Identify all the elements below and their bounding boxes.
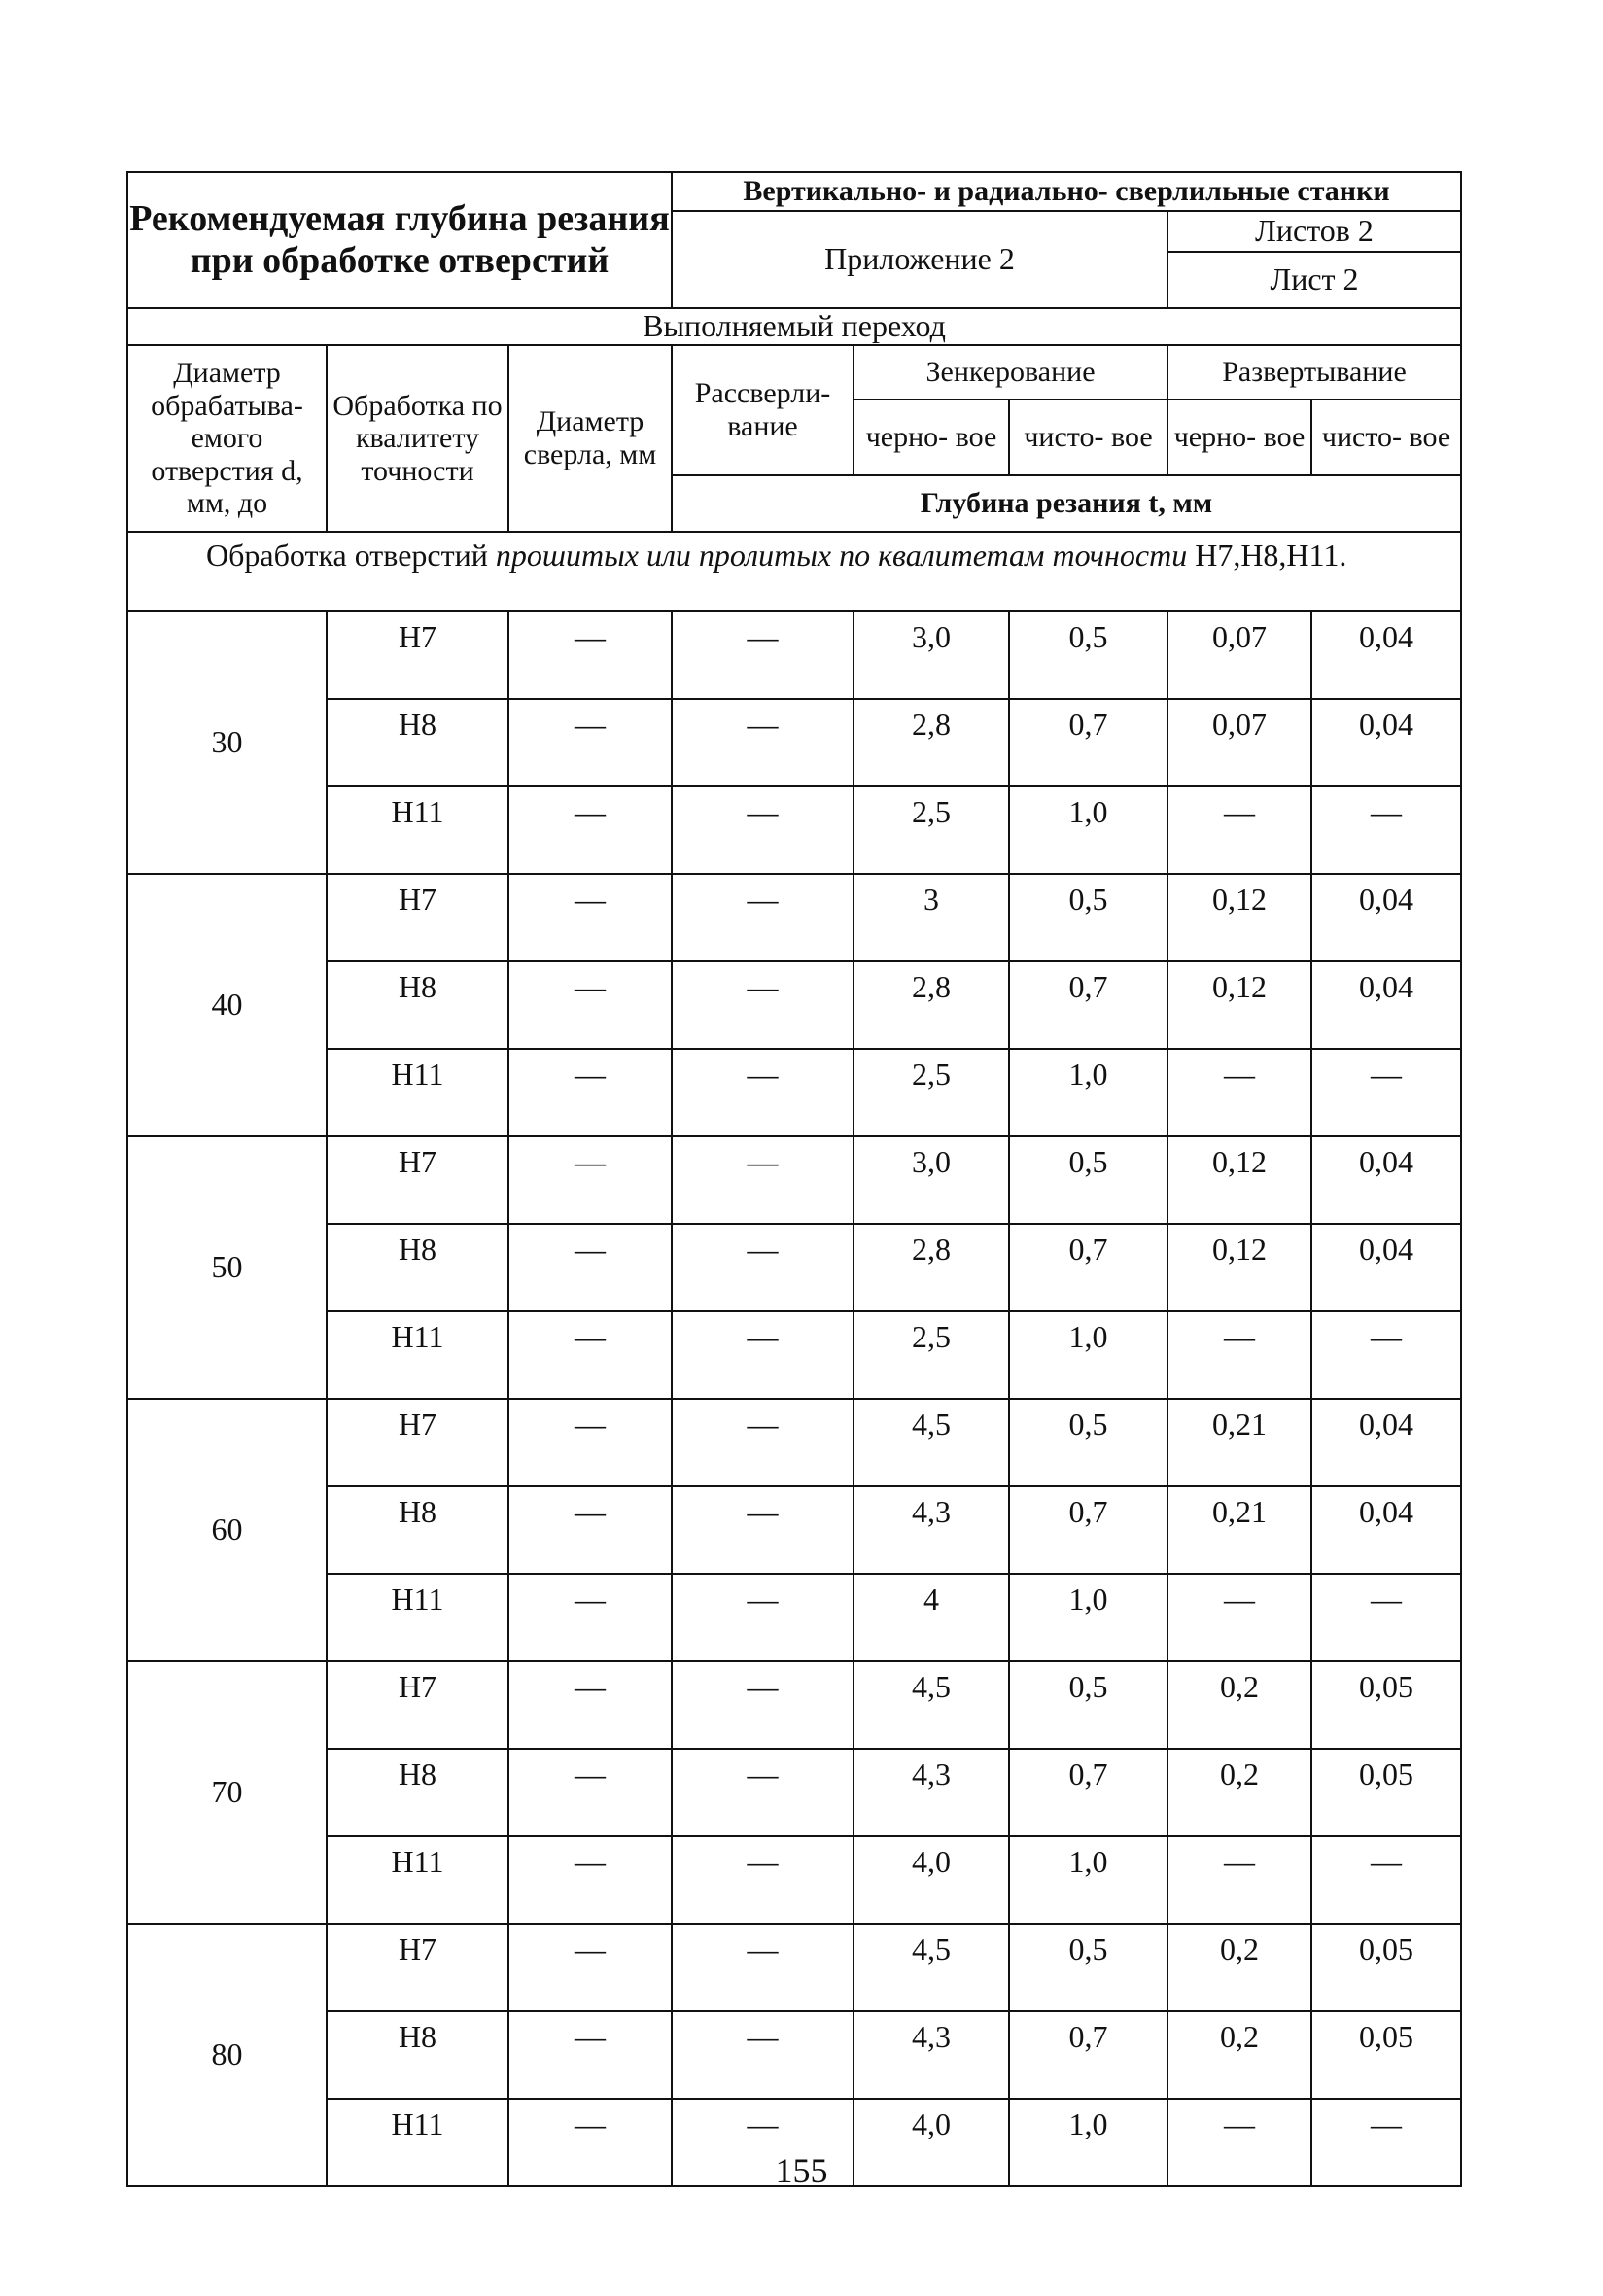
page-number: 155 xyxy=(775,2151,828,2190)
performed-transition-header: Выполняемый переход xyxy=(127,308,1461,345)
reaming-finish-header: чисто- вое xyxy=(1311,400,1461,475)
countersinking-finish-cell: 0,7 xyxy=(1009,699,1167,786)
table-row xyxy=(127,874,1461,961)
machine-type: Вертикально- и радиально- сверлильные станки xyxy=(672,172,1461,211)
accuracy-grade-cell: H7 xyxy=(327,611,508,699)
sheets-total: Листов 2 xyxy=(1167,211,1461,252)
reaming-finish-cell: 0,04 xyxy=(1311,874,1461,961)
reaming-rough-cell: 0,12 xyxy=(1167,1136,1311,1224)
table-row xyxy=(127,1836,1461,1924)
reaming-rough-cell: 0,07 xyxy=(1167,699,1311,786)
countersinking-rough-cell: 4,0 xyxy=(854,2099,1009,2186)
section-note-italic: прошитых или пролитых по квалитетам точности xyxy=(495,538,1188,573)
reaming-finish-cell: — xyxy=(1311,1836,1461,1924)
accuracy-grade-cell: H11 xyxy=(327,1049,508,1136)
drill-diameter-cell: — xyxy=(508,961,672,1049)
reaming-finish-cell: — xyxy=(1311,1574,1461,1661)
countersinking-finish-cell: 1,0 xyxy=(1009,1311,1167,1399)
reaming-rough-cell: 0,12 xyxy=(1167,1224,1311,1311)
cutting-depth-header: Глубина резания t, мм xyxy=(672,475,1461,532)
drill-diameter-cell: — xyxy=(508,1311,672,1399)
section-note-suffix: H7,H8,H11. xyxy=(1187,538,1347,573)
redrill-cell: — xyxy=(672,611,854,699)
reaming-rough-cell: 0,2 xyxy=(1167,1661,1311,1749)
drill-diameter-cell: — xyxy=(508,699,672,786)
redrill-cell: — xyxy=(672,2011,854,2099)
countersinking-rough-cell: 4,5 xyxy=(854,1399,1009,1486)
accuracy-grade-cell: H11 xyxy=(327,1836,508,1924)
reaming-rough-cell: — xyxy=(1167,1311,1311,1399)
countersinking-finish-cell: 0,5 xyxy=(1009,1136,1167,1224)
reaming-rough-cell: — xyxy=(1167,786,1311,874)
cutting-depth-table xyxy=(126,171,1462,2187)
countersinking-rough-cell: 4,3 xyxy=(854,2011,1009,2099)
reaming-header: Развертывание xyxy=(1167,345,1461,400)
table-row xyxy=(127,2011,1461,2099)
redrill-cell: — xyxy=(672,1836,854,1924)
hole-diameter-cell: 80 xyxy=(127,1924,327,2186)
accuracy-grade-header: Обработка по квалитету точности xyxy=(327,345,508,532)
redrill-cell: — xyxy=(672,874,854,961)
accuracy-grade-cell: H7 xyxy=(327,1924,508,2011)
countersinking-rough-cell: 3,0 xyxy=(854,611,1009,699)
countersinking-finish-header: чисто- вое xyxy=(1009,400,1167,475)
accuracy-grade-cell: H7 xyxy=(327,1661,508,1749)
reaming-rough-cell: — xyxy=(1167,1574,1311,1661)
countersinking-rough-cell: 3,0 xyxy=(854,1136,1009,1224)
reaming-rough-cell: — xyxy=(1167,1049,1311,1136)
accuracy-grade-cell: H8 xyxy=(327,699,508,786)
countersinking-finish-cell: 1,0 xyxy=(1009,2099,1167,2186)
countersinking-finish-cell: 1,0 xyxy=(1009,1049,1167,1136)
drill-diameter-cell: — xyxy=(508,1574,672,1661)
countersinking-finish-cell: 0,5 xyxy=(1009,1661,1167,1749)
countersinking-finish-cell: 0,7 xyxy=(1009,1224,1167,1311)
hole-diameter-cell: 30 xyxy=(127,611,327,874)
reaming-finish-cell: 0,04 xyxy=(1311,961,1461,1049)
table-row xyxy=(127,1661,1461,1749)
redrill-cell: — xyxy=(672,2099,854,2186)
countersinking-rough-cell: 2,8 xyxy=(854,961,1009,1049)
hole-diameter-cell: 70 xyxy=(127,1661,327,1924)
accuracy-grade-cell: H7 xyxy=(327,874,508,961)
accuracy-grade-cell: H8 xyxy=(327,1749,508,1836)
table-row xyxy=(127,699,1461,786)
countersinking-rough-cell: 2,5 xyxy=(854,1049,1009,1136)
accuracy-grade-cell: H7 xyxy=(327,1399,508,1486)
redrill-cell: — xyxy=(672,1749,854,1836)
redrill-cell: — xyxy=(672,1574,854,1661)
countersinking-rough-cell: 4,5 xyxy=(854,1924,1009,2011)
accuracy-grade-cell: H8 xyxy=(327,1486,508,1574)
reaming-finish-cell: 0,05 xyxy=(1311,1924,1461,2011)
countersinking-rough-cell: 2,5 xyxy=(854,786,1009,874)
section-note-prefix: Обработка отверстий xyxy=(206,538,496,573)
reaming-rough-cell: 0,2 xyxy=(1167,1924,1311,2011)
table-row xyxy=(127,1924,1461,2011)
reaming-finish-cell: 0,04 xyxy=(1311,699,1461,786)
reaming-rough-cell: — xyxy=(1167,2099,1311,2186)
accuracy-grade-cell: H7 xyxy=(327,1136,508,1224)
table-row xyxy=(127,611,1461,699)
countersinking-rough-cell: 4,5 xyxy=(854,1661,1009,1749)
reaming-finish-cell: 0,04 xyxy=(1311,1486,1461,1574)
drill-diameter-cell: — xyxy=(508,1486,672,1574)
drill-diameter-header: Диаметр сверла, мм xyxy=(508,345,672,532)
table-title: Рекомендуемая глубина резания при обработке отверстий xyxy=(127,172,672,308)
section-note xyxy=(127,532,1461,611)
table-row xyxy=(127,1224,1461,1311)
countersinking-rough-cell: 2,8 xyxy=(854,1224,1009,1311)
redrill-cell: — xyxy=(672,1136,854,1224)
table-row xyxy=(127,1399,1461,1486)
countersinking-rough-cell: 4 xyxy=(854,1574,1009,1661)
redrill-cell: — xyxy=(672,961,854,1049)
countersinking-finish-cell: 0,5 xyxy=(1009,611,1167,699)
drill-diameter-cell: — xyxy=(508,1836,672,1924)
drill-diameter-cell: — xyxy=(508,1749,672,1836)
countersinking-rough-cell: 2,8 xyxy=(854,699,1009,786)
countersinking-finish-cell: 0,7 xyxy=(1009,1749,1167,1836)
drill-diameter-cell: — xyxy=(508,2099,672,2186)
countersinking-rough-cell: 2,5 xyxy=(854,1311,1009,1399)
redrill-cell: — xyxy=(672,1399,854,1486)
hole-diameter-cell: 60 xyxy=(127,1399,327,1661)
table-row xyxy=(127,961,1461,1049)
reaming-rough-cell: 0,2 xyxy=(1167,1749,1311,1836)
countersinking-finish-cell: 1,0 xyxy=(1009,786,1167,874)
countersinking-finish-cell: 0,5 xyxy=(1009,1924,1167,2011)
reaming-rough-cell: 0,07 xyxy=(1167,611,1311,699)
drill-diameter-cell: — xyxy=(508,1136,672,1224)
reaming-finish-cell: 0,04 xyxy=(1311,611,1461,699)
reaming-rough-cell: — xyxy=(1167,1836,1311,1924)
redrill-cell: — xyxy=(672,786,854,874)
reaming-finish-cell: 0,04 xyxy=(1311,1399,1461,1486)
sheet-number: Лист 2 xyxy=(1167,252,1461,308)
reaming-finish-cell: 0,05 xyxy=(1311,2011,1461,2099)
countersinking-rough-header: черно- вое xyxy=(854,400,1009,475)
reaming-finish-cell: 0,05 xyxy=(1311,1749,1461,1836)
reaming-rough-cell: 0,2 xyxy=(1167,2011,1311,2099)
drill-diameter-cell: — xyxy=(508,1661,672,1749)
countersinking-finish-cell: 0,7 xyxy=(1009,1486,1167,1574)
reaming-finish-cell: — xyxy=(1311,2099,1461,2186)
reaming-rough-cell: 0,12 xyxy=(1167,961,1311,1049)
accuracy-grade-cell: H8 xyxy=(327,961,508,1049)
reaming-finish-cell: — xyxy=(1311,786,1461,874)
drill-diameter-cell: — xyxy=(508,2011,672,2099)
table-row xyxy=(127,1049,1461,1136)
table-body xyxy=(127,611,1461,2186)
table-row xyxy=(127,1311,1461,1399)
countersinking-finish-cell: 0,5 xyxy=(1009,874,1167,961)
countersinking-rough-cell: 4,3 xyxy=(854,1749,1009,1836)
redrill-cell: — xyxy=(672,1311,854,1399)
accuracy-grade-cell: H11 xyxy=(327,1574,508,1661)
hole-diameter-cell: 50 xyxy=(127,1136,327,1399)
drill-diameter-cell: — xyxy=(508,1224,672,1311)
hole-diameter-header: Диаметр обрабатыва- емого отверстия d, мм, до xyxy=(127,345,327,532)
countersinking-rough-cell: 4,0 xyxy=(854,1836,1009,1924)
countersinking-finish-cell: 1,0 xyxy=(1009,1574,1167,1661)
table-row xyxy=(127,1486,1461,1574)
drill-diameter-cell: — xyxy=(508,1049,672,1136)
reaming-rough-cell: 0,12 xyxy=(1167,874,1311,961)
countersinking-finish-cell: 0,5 xyxy=(1009,1399,1167,1486)
table-row xyxy=(127,1574,1461,1661)
table-header xyxy=(127,172,1461,611)
redrill-cell: — xyxy=(672,699,854,786)
accuracy-grade-cell: H11 xyxy=(327,1311,508,1399)
table-row xyxy=(127,1749,1461,1836)
redrill-cell: — xyxy=(672,1924,854,2011)
appendix-label: Приложение 2 xyxy=(672,211,1167,308)
table-row xyxy=(127,786,1461,874)
reaming-finish-cell: 0,05 xyxy=(1311,1661,1461,1749)
accuracy-grade-cell: H8 xyxy=(327,2011,508,2099)
accuracy-grade-cell: H11 xyxy=(327,2099,508,2186)
reaming-finish-cell: — xyxy=(1311,1311,1461,1399)
reaming-finish-cell: 0,04 xyxy=(1311,1136,1461,1224)
drill-diameter-cell: — xyxy=(508,786,672,874)
reaming-rough-header: черно- вое xyxy=(1167,400,1311,475)
drill-diameter-cell: — xyxy=(508,611,672,699)
hole-diameter-cell: 40 xyxy=(127,874,327,1136)
accuracy-grade-cell: H11 xyxy=(327,786,508,874)
reaming-rough-cell: 0,21 xyxy=(1167,1399,1311,1486)
countersinking-finish-cell: 1,0 xyxy=(1009,1836,1167,1924)
reaming-finish-cell: 0,04 xyxy=(1311,1224,1461,1311)
drill-diameter-cell: — xyxy=(508,1399,672,1486)
reaming-finish-cell: — xyxy=(1311,1049,1461,1136)
countersinking-rough-cell: 4,3 xyxy=(854,1486,1009,1574)
countersinking-rough-cell: 3 xyxy=(854,874,1009,961)
reaming-drill-header: Рассверли- вание xyxy=(672,345,854,475)
countersinking-finish-cell: 0,7 xyxy=(1009,961,1167,1049)
redrill-cell: — xyxy=(672,1049,854,1136)
redrill-cell: — xyxy=(672,1486,854,1574)
redrill-cell: — xyxy=(672,1661,854,1749)
reaming-rough-cell: 0,21 xyxy=(1167,1486,1311,1574)
redrill-cell: — xyxy=(672,1224,854,1311)
table-row xyxy=(127,1136,1461,1224)
countersinking-header: Зенкерование xyxy=(854,345,1167,400)
drill-diameter-cell: — xyxy=(508,1924,672,2011)
countersinking-finish-cell: 0,7 xyxy=(1009,2011,1167,2099)
drill-diameter-cell: — xyxy=(508,874,672,961)
accuracy-grade-cell: H8 xyxy=(327,1224,508,1311)
